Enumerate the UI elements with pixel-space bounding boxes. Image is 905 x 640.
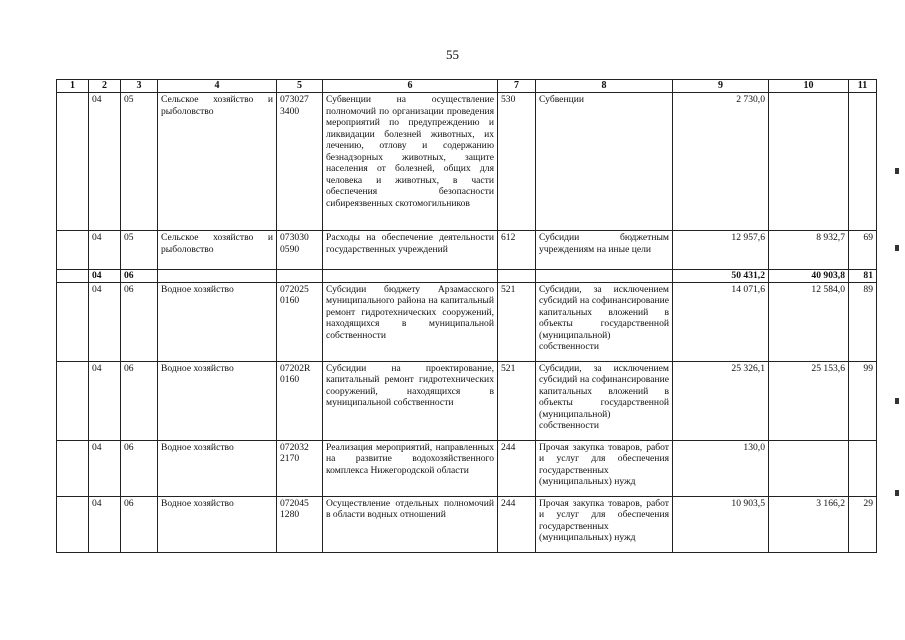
cell-section: 04: [89, 270, 121, 283]
cell-percent: 89: [849, 282, 877, 361]
cell-col1: [57, 231, 89, 270]
cell-amount-actual: 3 166,2: [769, 496, 849, 552]
cell-subsection: 05: [121, 231, 158, 270]
cell-expense-code: 521: [498, 361, 536, 440]
cell-description: Осуществление отдельных полномочий в области водных отношений: [323, 496, 498, 552]
cell-section: 04: [89, 231, 121, 270]
cell-amount-actual: 12 584,0: [769, 282, 849, 361]
cell-expense-type: Субвенции: [536, 93, 673, 231]
cell-col1: [57, 270, 89, 283]
cell-expense-type: Субсидии, за исключением субсидий на софинансирование капитальных вложений в объекты государственной (муниципальной) собственности: [536, 282, 673, 361]
cell-target-code: 07202R 0160: [277, 361, 323, 440]
cell-description: [323, 270, 498, 283]
cell-expense-code: 530: [498, 93, 536, 231]
table-row: [57, 440, 877, 496]
budget-table: [56, 79, 877, 553]
scan-edge-mark: [895, 168, 899, 174]
table-row: [57, 361, 877, 440]
header-cell: 10: [769, 80, 849, 93]
table-row: [57, 93, 877, 231]
scan-edge-mark: [895, 398, 899, 404]
cell-description: Субсидии бюджету Арзамасского муниципального района на капитальный ремонт гидротехнических сооружений, находящихся в муниципальной собственности: [323, 282, 498, 361]
cell-target-code: 072032 2170: [277, 440, 323, 496]
cell-subsection: 06: [121, 440, 158, 496]
cell-description: Расходы на обеспечение деятельности государственных учреждений: [323, 231, 498, 270]
cell-amount-actual: [769, 440, 849, 496]
cell-section-name: Сельское хозяйство и рыболовство: [158, 93, 277, 231]
header-cell: 5: [277, 80, 323, 93]
cell-col1: [57, 93, 89, 231]
page-number: 55: [446, 47, 459, 62]
cell-target-code: 073027 3400: [277, 93, 323, 231]
cell-percent: 69: [849, 231, 877, 270]
cell-expense-type: Прочая закупка товаров, работ и услуг для обеспечения государственных (муниципальных) нужд: [536, 496, 673, 552]
cell-expense-code: 521: [498, 282, 536, 361]
header-cell: 9: [673, 80, 769, 93]
cell-amount-actual: 8 932,7: [769, 231, 849, 270]
header-cell: 3: [121, 80, 158, 93]
cell-expense-code: 612: [498, 231, 536, 270]
table-row: [57, 496, 877, 552]
cell-amount-planned: 25 326,1: [673, 361, 769, 440]
cell-col1: [57, 361, 89, 440]
cell-percent: 99: [849, 361, 877, 440]
cell-section-name: [158, 270, 277, 283]
cell-amount-actual: 25 153,6: [769, 361, 849, 440]
cell-col1: [57, 496, 89, 552]
cell-expense-code: 244: [498, 440, 536, 496]
cell-percent: 29: [849, 496, 877, 552]
cell-target-code: 072045 1280: [277, 496, 323, 552]
cell-col1: [57, 282, 89, 361]
cell-section: 04: [89, 440, 121, 496]
cell-amount-actual: [769, 93, 849, 231]
cell-section-name: Водное хозяйство: [158, 282, 277, 361]
cell-amount-actual: 40 903,8: [769, 270, 849, 283]
cell-col1: [57, 440, 89, 496]
cell-description: Субсидии на проектирование, капитальный ремонт гидротехнических сооружений, находящихся в муниципальной собственности: [323, 361, 498, 440]
scan-edge-mark: [895, 490, 899, 496]
cell-subsection: 06: [121, 361, 158, 440]
cell-target-code: 073030 0590: [277, 231, 323, 270]
table-row: [57, 282, 877, 361]
header-cell: 2: [89, 80, 121, 93]
header-cell: 4: [158, 80, 277, 93]
cell-section: 04: [89, 93, 121, 231]
cell-expense-code: [498, 270, 536, 283]
cell-target-code: 072025 0160: [277, 282, 323, 361]
cell-amount-planned: 12 957,6: [673, 231, 769, 270]
header-cell: 1: [57, 80, 89, 93]
header-cell: 7: [498, 80, 536, 93]
cell-amount-planned: 50 431,2: [673, 270, 769, 283]
cell-subsection: 06: [121, 282, 158, 361]
cell-expense-type: [536, 270, 673, 283]
cell-section: 04: [89, 361, 121, 440]
cell-subsection: 06: [121, 270, 158, 283]
cell-percent: [849, 93, 877, 231]
cell-description: Реализация мероприятий, направленных на развитие водохозяйственного комплекса Нижегородской области: [323, 440, 498, 496]
cell-section-name: Водное хозяйство: [158, 440, 277, 496]
cell-description: Субвенции на осуществление полномочий по организации проведения мероприятий по предупреждению и ликвидации болезней животных, их лечению, отлову и содержанию безнадзорных животных, защите населения от болезней, общих для человека и животных, в части обеспечения безопасности сибиреязвенных скотомогильников: [323, 93, 498, 231]
cell-amount-planned: 14 071,6: [673, 282, 769, 361]
scan-edge-mark: [895, 245, 899, 251]
header-cell: 8: [536, 80, 673, 93]
cell-expense-code: 244: [498, 496, 536, 552]
cell-expense-type: Субсидии, за исключением субсидий на софинансирование капитальных вложений в объекты государственной (муниципальной) собственности: [536, 361, 673, 440]
cell-amount-planned: 130,0: [673, 440, 769, 496]
cell-expense-type: Прочая закупка товаров, работ и услуг для обеспечения государственных (муниципальных) нужд: [536, 440, 673, 496]
cell-amount-planned: 10 903,5: [673, 496, 769, 552]
cell-expense-type: Субсидии бюджетным учреждениям на иные цели: [536, 231, 673, 270]
header-cell: 11: [849, 80, 877, 93]
cell-percent: [849, 440, 877, 496]
cell-subsection: 06: [121, 496, 158, 552]
cell-amount-planned: 2 730,0: [673, 93, 769, 231]
subtotal-row: [57, 270, 877, 283]
cell-section: 04: [89, 496, 121, 552]
cell-target-code: [277, 270, 323, 283]
cell-section-name: Водное хозяйство: [158, 496, 277, 552]
cell-section: 04: [89, 282, 121, 361]
cell-percent: 81: [849, 270, 877, 283]
table-row: [57, 231, 877, 270]
header-row: [57, 80, 877, 93]
header-cell: 6: [323, 80, 498, 93]
cell-section-name: Водное хозяйство: [158, 361, 277, 440]
cell-subsection: 05: [121, 93, 158, 231]
cell-section-name: Сельское хозяйство и рыболовство: [158, 231, 277, 270]
